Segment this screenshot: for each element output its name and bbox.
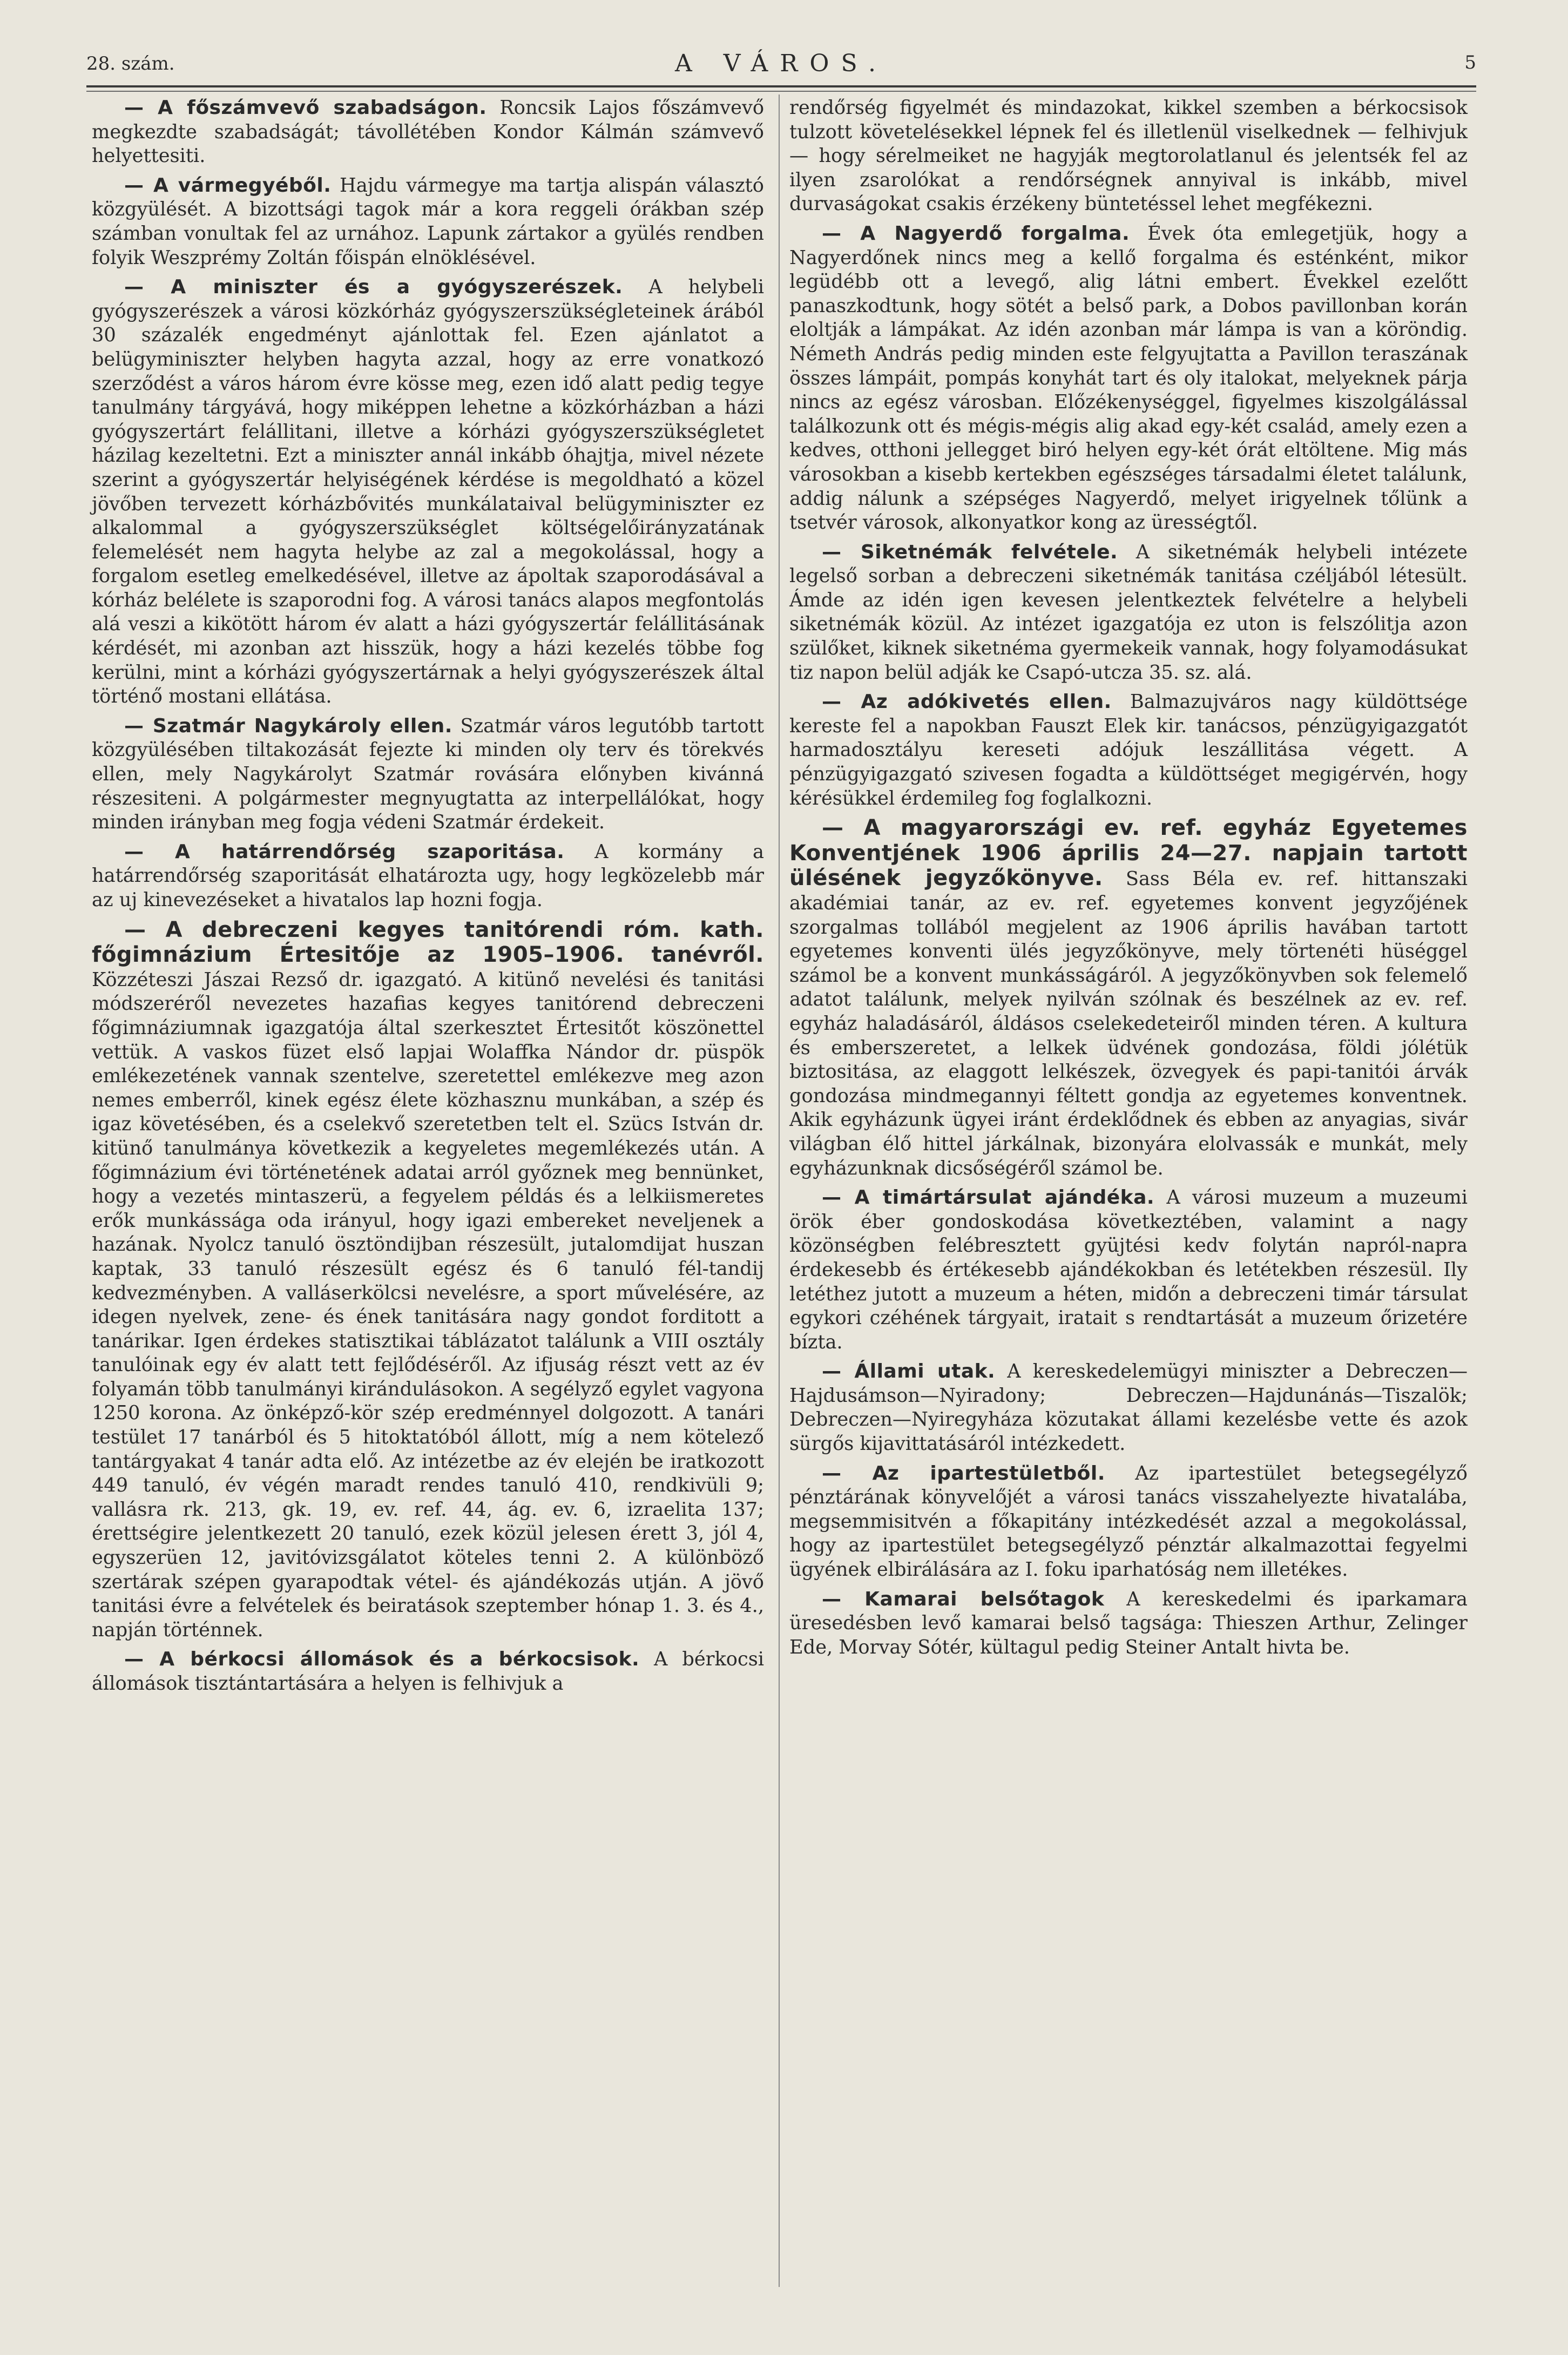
- article: [789, 816, 1468, 1180]
- article: [789, 1462, 1468, 1582]
- article: [789, 1588, 1468, 1660]
- article-body: A kormány a határrendőrség szaporitását elhatározta ugy, hogy legközelebb már az uj kinevezéseket a hivatalos lap hozni fogja.: [92, 840, 764, 911]
- article-body: A helybeli gyógyszerészek a városi közkórház gyógyszerszükségleteinek árából 30 százalék engedményt ajánlottak fel. Ezen ajánlatot a belügyminiszter helyben hagyta azzal, hogy az erre vonatkozó szerződést a város három évre kösse meg, ezen idő alatt pedig tegye tanulmány tárgyává, hogy miképpen lehetne a közkórházban a házi gyógyszertárt felállitani, illetve a kórházi gyógyszerszükségletet házilag kezeltetni. Ezt a miniszter annál inkább óhajtja, mivel nézete szerint a gyógyszertár helyiségének kérdése is megoldható a közel jövőben tervezett kórházbővités munkálataival belügyminiszter ez alkalommal a gyógyszerszükséglet költségelőirányzatának felemelését nem hagyta helybe az zal a megokolással, hogy a forgalom esetleg emelkedésével, illetve az ápoltak szaporodásával a kórház belélete is szaporodni fog. A városi tanács alapos megfontolás alá veszi a kikötött három év alatt a házi gyógyszertár felállitásának kérdését, mi azonban azt hisszük, hogy a házi kezelés többe fog kerülni, mint a kórházi gyógyszertárnak a helyi gyógyszerészek által történő mostani ellátása.: [92, 276, 764, 708]
- article-body: A siketnémák helybeli intézete legelső sorban a debreczeni siketnémák tanitása czéljából létesült. Ámde az idén igen kevesen jelentkeztek felvételre a helybeli siketnémák közül. Az intézet igazgatója ez uton is felszólitja azon szülőket, kiknek siketnéma gyermekeik vannak, hogy folyamodásukat tiz napon belül adják ke Csapó-utcza 35. sz. alá.: [789, 541, 1468, 684]
- article-body: Az ipartestület betegsegélyző pénztárának könyvelőjét a városi tanács visszahelyezte hivatalába, megsemmisitvén a főkapitány intézkedését azzal a megokolással, hogy az ipartestület betegsegélyző pénztár alkalmazottai fegyelmi ügyének elbirálására az I. foku iparhatóság nem illetékes.: [789, 1462, 1468, 1581]
- article-title: — Az ipartestületből.: [822, 1462, 1105, 1484]
- article-body: A városi muzeum a muzeumi örök éber gondoskodása következtében, valamint a nagy közönségben felébresztett gyüjtési kedv folytán napról-napra érdekesebb és értékesebb ajándékokban és letétekben részesül. Ily letéthez jutott a muzeum a héten, midőn a debreczeni timár társulat egykori czéhének tárgyait, iratait s rendtartását a muzeum őrizetére bízta.: [789, 1186, 1468, 1353]
- newspaper-title: A VÁROS.: [674, 50, 888, 77]
- page-header: [86, 48, 1476, 87]
- article: [92, 96, 764, 168]
- article-body: rendőrség figyelmét és mindazokat, kikkel szemben a bérkocsisok tulzott követelésekkel lépnek fel és illetlenül viselkednek — felhivjuk — hogy sérelmeiket ne hagyják megtorolatlanul és jelentsék fel az ilyen zsarolókat a rendőrségnek annyival is inkább, mivel durvaságokat csakis érzékeny büntetéssel lehet megfékezni.: [789, 97, 1468, 215]
- article-title: — Siketnémák felvétele.: [822, 541, 1118, 563]
- article-title: — Kamarai belsőtagok: [822, 1588, 1105, 1610]
- article: [92, 714, 764, 835]
- right-column: [789, 96, 1468, 1665]
- article-body: Roncsik Lajos főszámvevő megkezdte szabadságát; távollétében Kondor Kálmán számvevő helyettesiti.: [92, 97, 765, 167]
- article: [92, 275, 764, 709]
- article: [789, 1360, 1468, 1456]
- article: [92, 840, 764, 913]
- article-body: Közzéteszi Jászai Rezső dr. igazgató. A kitünő nevelési és tanitási módszeréről nevezetes hazafias kegyes tanitórend debreczeni főgimnáziumnak igazgatója által szerkesztet Értesitőt köszönettel vettük. A vaskos füzet első lapjai Wolaffka Nándor dr. püspök emlékezetének vannak szentelve, szeretettel emlékezve meg azon nemes emberről, kinek egész élete közhasznu munkában, a szép és igaz követésében, és a cselekvő szeretetben telt el. Szücs István dr. kitünő tanulmánya következik a kegyeletes megemlékezés után. A főgimnázium évi történetének adatai arról győznek meg bennünket, hogy a vezetés mintaszerü, a fegyelem példás és a lelkiismeretes erők munkássága oda irányul, hogy igazi embereket neveljenek a hazának. Nyolcz tanuló ösztöndijban részesült, jutalomdijat huszan kaptak, 33 tanuló részesült egész és 6 tanuló fél-tandij kedvezményben. A valláserkölcsi nevelésre, a sport művelésére, az idegen nyelvek, zene- és ének tanitására nagy gondot forditott a tanárikar. Igen érdekes statisztikai táblázatot találunk a VIII osztály tanulóinak egy év alatt tett fejlődéséről. Az ifjuság részt vett az év folyamán több tanulmányi kirándulásokon. A segélyző egylet vagyona 1250 korona. Az önképző-kör szép eredménnyel dolgozott. A tanári testület 17 tanárból és 5 hitoktatóból állott, míg a nem kötelező tantárgyakat 4 tanár adta elő. Az intézetbe az év elején be iratkozott 449 tanuló, év végén maradt rendes tanuló 410, rendkivüli 9; vallásra rk. 213, gk. 19, ev. ref. 44, ág. ev. 6, izraelita 137; érettségire jelentkezett 20 tanuló, ezek közül jelesen érett 3, jól 4, egyszerüen 12, javitóvizsgálatot köteles tenni 2. A különböző szertárak szépen gyarapodtak vétel- és ajándékozás utján. A jövő tanitási évre a felvételek és beiratások szeptember hónap 1. 3. és 4., napján történnek.: [92, 968, 764, 1641]
- article-body: A kereskedelmi és iparkamara üresedésben levő kamarai belső tagsága: Thieszen Arthur, Zelinger Ede, Morvay Sótér, kültagul pedig Steiner Antalt hivta be.: [789, 1588, 1468, 1658]
- article-body: A kereskedelemügyi miniszter a Debreczen—Hajdusámson—Nyiradony; Debreczen—Hajdunánás—Tiszalök; Debreczen—Nyiregyháza közutakat állami kezelésbe vette és azok sürgős kijavittatásáról intézkedett.: [789, 1360, 1468, 1455]
- page-number: 5: [1464, 52, 1476, 73]
- article-title: — A magyarországi ev. ref. egyház Egyetemes Konventjének 1906 április 24—27. napjain tartott ülésének jegyzőkönyve.: [789, 815, 1468, 891]
- article: [789, 541, 1468, 685]
- article-body: Hajdu vármegye ma tartja alispán választó közgyülését. A bizottsági tagok már a kora reggeli órákban szép számban vonultak fel az urnához. Lapunk zártakor a gyülés rendben folyik Weszprémy Zoltán főispán elnöklésével.: [92, 174, 764, 269]
- article-title: — A timártársulat ajándéka.: [822, 1186, 1155, 1209]
- left-column: [92, 96, 764, 1702]
- article-body: Sass Béla ev. ref. hittanszaki akadémiai tanár, az ev. ref. egyetemes konvent jegyzőjének szorgalmas tollából megjelent az 1906 április havában tartott egyetemes konventi ülés jegyzőkönyve, mely törtenéti hüséggel számol be a konvent munkásságáról. A jegyzőkönyvben sok felemelő adatot találunk, melyek nyilván szólnak és beszélnek az ev. ref. egyház haladásáról, áldásos cselekedeteiről minden téren. A kultura és emberszeretet, a lelkek üdvének gondozása, földi jólétük biztositása, az elaggott lelkészek, özvegyek és papi-tanitói árvák gondozása mindmegannyi féltett gondja az egyetemes konventnek. Akik egyházunk ügyei iránt érdeklődnek és ebben az anyagias, sivár világban élő hittel járkálnak, bizonyára elolvassák e munkát, mely egyházunknak dicsőségéről számol be.: [789, 868, 1468, 1179]
- article: [92, 918, 764, 1643]
- article-body: Évek óta emlegetjük, hogy a Nagyerdőnek nincs meg a kellő forgalma és esténként, mikor legüdébb ott a levegő, alig látni embert. Évekkel ezelőtt panaszkodtunk, hogy sötét a belső park, a Dobos pavillonban korán eloltják a lámpákat. Az idén azonban már lámpa is van a köröndig. Németh András pedig minden este felgyujtatta a Pavillon teraszának összes lámpáit, pompás konyhát tart és oly italokat, melyeknek párja nincs az egész városban. Előzékenységgel, figyelmes kiszolgálással találkozunk ott és mégis-mégis alig akad egy-két család, amely ezen a kedves, otthoni jellegget biró helyen egy-két órát eltöltene. Mig más városokban a kisebb kertekben egészséges társadalmi életet találunk, addig nálunk a szépséges Nagyerdő, melyet irigyelnek tőlünk a tsetvér városok, alkonyatkor kong az ürességtől.: [789, 222, 1468, 534]
- article: [92, 1648, 764, 1696]
- article-title: — A debreczeni kegyes tanitórendi róm. kath. főgimnázium Értesitője az 1905–1906. tanévről.: [92, 917, 764, 968]
- article-title: — Szatmár Nagykároly ellen.: [124, 714, 452, 737]
- article-body: A bérkocsi állomások tisztántartására a helyen is felhivjuk a: [92, 1648, 765, 1695]
- article-body: Szatmár város legutóbb tartott közgyülésében tiltakozását fejezte ki minden oly terv és törekvés ellen, mely Nagykárolyt Szatmár rovására előnyben kivánná részesiteni. A polgármester megnyugtatta az interpellálókat, hogy minden irányban meg fogja védeni Szatmár érdekeit.: [92, 714, 765, 834]
- article-title: — A miniszter és a gyógyszerészek.: [124, 276, 623, 299]
- article: [789, 690, 1468, 811]
- article-title: — A határrendőrség szaporitása.: [124, 840, 565, 863]
- article-title: — A vármegyéből.: [124, 174, 332, 197]
- article: [789, 96, 1468, 217]
- article-title: — A Nagyerdő forgalma.: [822, 222, 1130, 245]
- issue-number: 28. szám.: [86, 53, 175, 75]
- article: [92, 174, 764, 270]
- article-title: — A bérkocsi állomások és a bérkocsisok.: [124, 1648, 640, 1671]
- column-divider: [779, 95, 780, 2287]
- article-title: — A főszámvevő szabadságon.: [124, 97, 487, 119]
- article: [789, 222, 1468, 535]
- article-body: Balmazujváros nagy küldöttsége kereste fel a napokban Fauszt Elek kir. tanácsos, pénzügyigazgatót harmadosztályu kereseti adójuk leszállitása végett. A pénzügyigazgató szivesen fogadta a küldöttséget megigérvén, hogy kérésükkel érdemileg fog foglalkozni.: [789, 691, 1468, 809]
- article: [789, 1186, 1468, 1354]
- article-title: — Az adókivetés ellen.: [822, 691, 1112, 713]
- article-title: — Állami utak.: [822, 1360, 996, 1383]
